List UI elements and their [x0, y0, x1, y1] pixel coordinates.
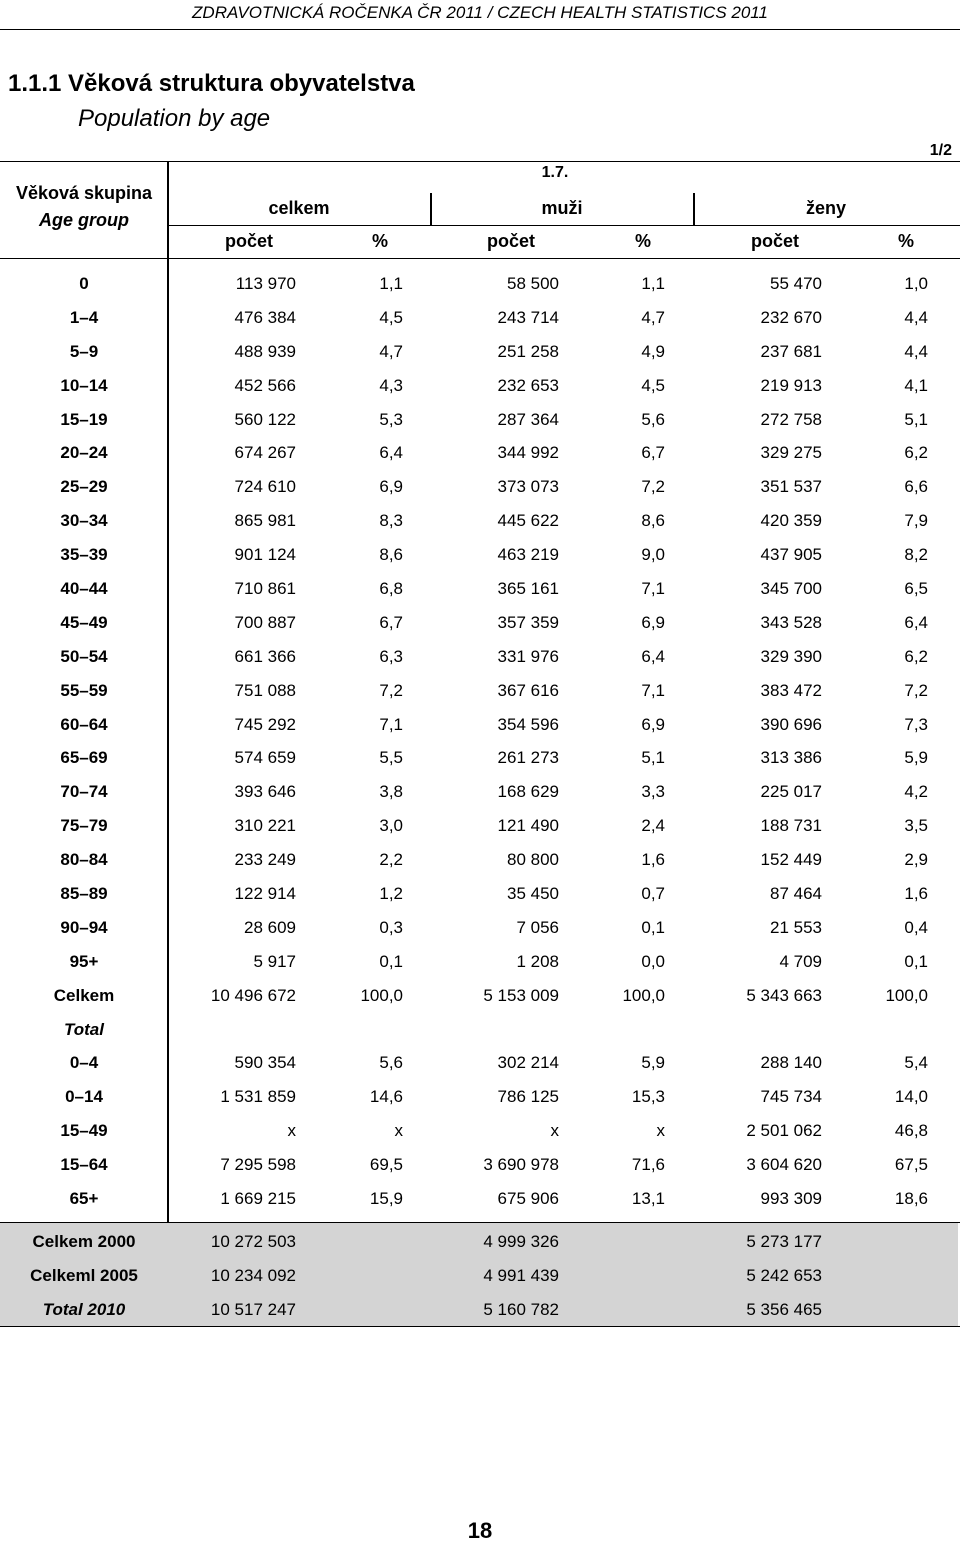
- percent-cell: 0,4: [904, 917, 928, 937]
- totals-count-cell: 4 999 326: [483, 1232, 559, 1251]
- age-group-label: 35–39: [60, 545, 108, 565]
- percent-cell: 6,7: [641, 443, 665, 463]
- percent-cell: 5,9: [904, 748, 928, 768]
- percent-cell: 2,9: [904, 850, 928, 870]
- count-cell: 168 629: [497, 782, 559, 802]
- percent-cell: 100,0: [885, 985, 928, 1005]
- count-cell: 233 249: [234, 850, 296, 870]
- table-row: [0, 1114, 960, 1148]
- header-rule: [0, 29, 960, 30]
- age-group-label: 95+: [69, 951, 99, 971]
- totals-count-cell: 4 991 439: [483, 1266, 559, 1285]
- count-cell: 745 734: [760, 1087, 822, 1107]
- table-row: [0, 267, 960, 301]
- percent-cell: 69,5: [369, 1155, 403, 1175]
- count-cell: 152 449: [760, 850, 822, 870]
- percent-cell: 5,1: [904, 409, 928, 429]
- percent-cell: 7,3: [904, 714, 928, 734]
- percent-cell: 0,1: [379, 951, 403, 971]
- count-cell: 383 472: [760, 680, 822, 700]
- percent-cell: 6,4: [904, 612, 928, 632]
- table-row: [0, 708, 960, 742]
- count-cell: 488 939: [234, 341, 296, 361]
- percent-cell: 9,0: [641, 545, 665, 565]
- age-group-label: 75–79: [60, 816, 108, 836]
- subheader-count: počet: [224, 231, 273, 251]
- age-group-label: 25–29: [60, 477, 108, 497]
- count-cell: 354 596: [497, 714, 559, 734]
- percent-cell: 0,3: [379, 917, 403, 937]
- table-row: [0, 1182, 960, 1216]
- count-cell: 1 208: [516, 951, 559, 971]
- percent-cell: 7,2: [641, 477, 665, 497]
- totals-count-cell: 5 273 177: [746, 1232, 822, 1251]
- count-cell: 237 681: [760, 341, 822, 361]
- percent-cell: 2,4: [641, 816, 665, 836]
- table-row: [0, 1080, 960, 1114]
- percent-cell: 15,3: [631, 1087, 665, 1107]
- percent-cell: 0,0: [641, 951, 665, 971]
- age-group-label: 0: [79, 274, 89, 293]
- percent-cell: 6,7: [379, 612, 403, 632]
- count-cell: 3 604 620: [746, 1155, 822, 1175]
- subheader-count: počet: [486, 231, 535, 251]
- totals-label: Total 2010: [42, 1300, 126, 1319]
- table-row: [0, 911, 960, 945]
- percent-cell: 6,4: [379, 443, 403, 463]
- table-row: [0, 843, 960, 877]
- count-cell: 7 295 598: [220, 1155, 296, 1175]
- percent-cell: 6,2: [904, 443, 928, 463]
- count-cell: 5 917: [253, 951, 296, 971]
- group-header-women: ženy: [805, 198, 847, 218]
- subheader-percent: %: [634, 231, 651, 251]
- age-group-label: 45–49: [60, 612, 108, 632]
- count-cell: 574 659: [234, 748, 296, 768]
- table-subtitle: Population by age: [78, 105, 271, 132]
- totals-label: Celkem 2000: [32, 1232, 136, 1251]
- percent-cell: 1,6: [904, 884, 928, 904]
- count-cell: 313 386: [760, 748, 822, 768]
- count-cell: 751 088: [234, 680, 296, 700]
- percent-cell: 6,2: [904, 646, 928, 666]
- percent-cell: 5,3: [379, 409, 403, 429]
- percent-cell: 5,6: [641, 409, 665, 429]
- percent-cell: 13,1: [631, 1189, 665, 1209]
- age-group-header-cs: Věková skupina: [15, 183, 153, 203]
- age-group-header-en: Age group: [39, 210, 129, 230]
- percent-cell: 4,2: [904, 782, 928, 802]
- count-cell: 357 359: [497, 612, 559, 632]
- count-cell: 302 214: [497, 1053, 559, 1073]
- percent-cell: 6,5: [904, 579, 928, 599]
- count-cell: 373 073: [497, 477, 559, 497]
- group-header-total: celkem: [268, 198, 330, 218]
- totals-count-cell: 10 234 092: [210, 1266, 296, 1285]
- percent-cell: 100,0: [622, 985, 665, 1005]
- count-cell: 232 653: [497, 375, 559, 395]
- percent-cell: 14,6: [369, 1087, 403, 1107]
- percent-cell: 18,6: [894, 1189, 928, 1209]
- age-group-label: 15–49: [60, 1121, 108, 1141]
- percent-cell: 3,5: [904, 816, 928, 836]
- percent-cell: 4,9: [641, 341, 665, 361]
- count-cell: 590 354: [234, 1053, 296, 1073]
- table-body: [0, 267, 960, 1216]
- percent-cell: 0,7: [641, 884, 665, 904]
- count-cell: 232 670: [760, 307, 822, 327]
- count-cell: 188 731: [760, 816, 822, 836]
- percent-cell: 4,5: [641, 375, 665, 395]
- age-group-label: 30–34: [60, 511, 108, 531]
- totals-row: [0, 1259, 960, 1293]
- percent-cell: 6,6: [904, 477, 928, 497]
- percent-cell: 46,8: [894, 1121, 928, 1141]
- count-cell: 343 528: [760, 612, 822, 632]
- count-cell: 661 366: [234, 646, 296, 666]
- header-bottom-rule: [0, 258, 960, 259]
- table-row: [0, 606, 960, 640]
- totals-count-cell: 5 356 465: [746, 1300, 822, 1319]
- count-cell: 452 566: [234, 375, 296, 395]
- count-cell: 122 914: [234, 884, 296, 904]
- table-title: 1.1.1 Věková struktura obyvatelstva: [8, 70, 415, 97]
- count-cell: 87 464: [770, 884, 822, 904]
- table-row: [0, 979, 960, 1013]
- percent-cell: 2,2: [379, 850, 403, 870]
- group-header-men: muži: [541, 198, 583, 218]
- sheet-indicator: 1/2: [929, 142, 952, 159]
- percent-cell: 6,9: [641, 714, 665, 734]
- age-group-label: 70–74: [60, 782, 108, 802]
- count-cell: 351 537: [760, 477, 822, 497]
- age-group-label: 55–59: [60, 680, 108, 700]
- count-cell: 310 221: [234, 816, 296, 836]
- age-group-label: 60–64: [60, 714, 108, 734]
- totals-count-cell: 5 242 653: [746, 1266, 822, 1285]
- table-row: [0, 538, 960, 572]
- count-cell: 674 267: [234, 443, 296, 463]
- count-cell: 1 669 215: [220, 1189, 296, 1209]
- percent-cell: 3,8: [379, 782, 403, 802]
- percent-cell: 7,1: [379, 714, 403, 734]
- age-group-label: 0–4: [69, 1053, 99, 1073]
- percent-cell: 14,0: [894, 1087, 928, 1107]
- count-cell: x: [287, 1121, 296, 1141]
- table-row: [0, 1148, 960, 1182]
- count-cell: x: [550, 1121, 559, 1141]
- percent-cell: 5,9: [641, 1053, 665, 1073]
- percent-cell: 4,7: [379, 341, 403, 361]
- percent-cell: 6,4: [641, 646, 665, 666]
- age-group-label: 80–84: [60, 850, 108, 870]
- running-head: ZDRAVOTNICKÁ ROČENKA ČR 2011 / CZECH HEALTH STATISTICS 2011: [192, 3, 768, 22]
- count-cell: 4 709: [779, 951, 822, 971]
- percent-cell: 67,5: [894, 1155, 928, 1175]
- percent-cell: 71,6: [631, 1155, 665, 1175]
- percent-cell: 5,5: [379, 748, 403, 768]
- count-cell: 437 905: [760, 545, 822, 565]
- age-group-label: 85–89: [60, 884, 108, 904]
- totals-count-cell: 5 160 782: [483, 1300, 559, 1319]
- count-cell: 55 470: [770, 274, 822, 293]
- percent-cell: 4,1: [904, 375, 928, 395]
- age-group-label: 15–19: [60, 409, 108, 429]
- count-cell: 390 696: [760, 714, 822, 734]
- percent-cell: 6,8: [379, 579, 403, 599]
- page-number: 18: [467, 1518, 493, 1543]
- count-cell: 287 364: [497, 409, 559, 429]
- count-cell: 121 490: [497, 816, 559, 836]
- age-group-label: Celkem: [53, 985, 115, 1005]
- table-row: [0, 436, 960, 470]
- percent-cell: 7,2: [379, 680, 403, 700]
- count-cell: 420 359: [760, 511, 822, 531]
- percent-cell: 1,6: [641, 850, 665, 870]
- subheader-percent: %: [371, 231, 388, 251]
- table-row: [0, 1013, 960, 1047]
- table-top-rule: [0, 161, 960, 162]
- table-row: [0, 877, 960, 911]
- percent-cell: 15,9: [369, 1189, 403, 1209]
- table-row: [0, 775, 960, 809]
- count-cell: 35 450: [507, 884, 559, 904]
- table-row: [0, 945, 960, 979]
- totals-label: Celkeml 2005: [30, 1266, 138, 1285]
- table-row: [0, 301, 960, 335]
- count-cell: 21 553: [770, 917, 822, 937]
- count-cell: 261 273: [497, 748, 559, 768]
- percent-cell: 8,2: [904, 545, 928, 565]
- percent-cell: 4,4: [904, 307, 928, 327]
- count-cell: 745 292: [234, 714, 296, 734]
- percent-cell: 0,1: [641, 917, 665, 937]
- table-row: [0, 1046, 960, 1080]
- percent-cell: 6,3: [379, 646, 403, 666]
- table-row: [0, 403, 960, 437]
- subheader-percent: %: [897, 231, 914, 251]
- count-cell: 710 861: [234, 579, 296, 599]
- percent-cell: x: [656, 1121, 665, 1141]
- count-cell: 243 714: [497, 307, 559, 327]
- totals-top-rule: [0, 1222, 960, 1223]
- percent-cell: 100,0: [360, 985, 403, 1005]
- percent-cell: 4,3: [379, 375, 403, 395]
- count-cell: 10 496 672: [210, 985, 296, 1005]
- age-group-label: 90–94: [60, 917, 108, 937]
- age-group-label: 15–64: [60, 1155, 108, 1175]
- count-cell: 365 161: [497, 579, 559, 599]
- table-row: [0, 809, 960, 843]
- table-row: [0, 741, 960, 775]
- percent-cell: 1,1: [641, 274, 665, 293]
- age-group-label: 1–4: [69, 307, 99, 327]
- count-cell: 272 758: [760, 409, 822, 429]
- subheader-count: počet: [750, 231, 799, 251]
- percent-cell: 1,2: [379, 884, 403, 904]
- age-group-label: Total: [64, 1019, 104, 1039]
- age-group-label: 40–44: [60, 579, 108, 599]
- table-row: [0, 504, 960, 538]
- percent-cell: 4,4: [904, 341, 928, 361]
- count-cell: 288 140: [760, 1053, 822, 1073]
- table-row: [0, 369, 960, 403]
- totals-count-cell: 10 272 503: [210, 1232, 296, 1251]
- count-cell: 865 981: [234, 511, 296, 531]
- count-cell: 393 646: [234, 782, 296, 802]
- count-cell: 3 690 978: [483, 1155, 559, 1175]
- column-divider: [693, 193, 695, 225]
- group-header-rule: [168, 225, 960, 226]
- percent-cell: 1,1: [379, 274, 403, 293]
- count-cell: 1 531 859: [220, 1087, 296, 1107]
- count-cell: 700 887: [234, 612, 296, 632]
- count-cell: 476 384: [234, 307, 296, 327]
- count-cell: 367 616: [497, 680, 559, 700]
- count-cell: 251 258: [497, 341, 559, 361]
- count-cell: 901 124: [234, 545, 296, 565]
- table-row: [0, 572, 960, 606]
- count-cell: 5 343 663: [746, 985, 822, 1005]
- percent-cell: 7,1: [641, 680, 665, 700]
- percent-cell: 5,6: [379, 1053, 403, 1073]
- count-cell: 445 622: [497, 511, 559, 531]
- percent-cell: 7,1: [641, 579, 665, 599]
- percent-cell: 0,1: [904, 951, 928, 971]
- age-group-label: 5–9: [69, 341, 99, 361]
- count-cell: 329 275: [760, 443, 822, 463]
- count-cell: 219 913: [760, 375, 822, 395]
- percent-cell: 6,9: [641, 612, 665, 632]
- age-group-label: 10–14: [60, 375, 108, 395]
- age-group-label: 65–69: [60, 748, 108, 768]
- count-cell: 58 500: [507, 274, 559, 293]
- percent-cell: 8,3: [379, 511, 403, 531]
- percent-cell: 8,6: [641, 511, 665, 531]
- count-cell: 675 906: [497, 1189, 559, 1209]
- count-cell: 786 125: [497, 1087, 559, 1107]
- percent-cell: 4,7: [641, 307, 665, 327]
- percent-cell: 7,9: [904, 511, 928, 531]
- totals-row: [0, 1293, 960, 1327]
- count-cell: 463 219: [497, 545, 559, 565]
- column-divider: [430, 193, 432, 225]
- count-cell: 560 122: [234, 409, 296, 429]
- age-group-label: 20–24: [60, 443, 108, 463]
- count-cell: 225 017: [760, 782, 822, 802]
- percent-cell: 8,6: [379, 545, 403, 565]
- count-cell: 329 390: [760, 646, 822, 666]
- table-row: [0, 335, 960, 369]
- table-row: [0, 640, 960, 674]
- count-cell: 2 501 062: [746, 1121, 822, 1141]
- count-cell: 5 153 009: [483, 985, 559, 1005]
- percent-cell: 1,0: [904, 274, 928, 293]
- table-row: [0, 674, 960, 708]
- totals-count-cell: 10 517 247: [210, 1300, 296, 1319]
- section-marker: 1.7.: [541, 164, 569, 181]
- totals-row: [0, 1225, 960, 1259]
- count-cell: 28 609: [244, 917, 296, 937]
- count-cell: 113 970: [235, 274, 296, 293]
- percent-cell: 5,1: [641, 748, 665, 768]
- count-cell: 344 992: [497, 443, 559, 463]
- count-cell: 80 800: [507, 850, 559, 870]
- age-group-label: 0–14: [65, 1087, 103, 1107]
- age-group-label: 65+: [69, 1189, 99, 1209]
- count-cell: 7 056: [516, 917, 559, 937]
- age-group-label: 50–54: [60, 646, 108, 666]
- table-row: [0, 470, 960, 504]
- count-cell: 345 700: [760, 579, 822, 599]
- percent-cell: 5,4: [904, 1053, 928, 1073]
- percent-cell: 6,9: [379, 477, 403, 497]
- percent-cell: 4,5: [379, 307, 403, 327]
- count-cell: 993 309: [760, 1189, 822, 1209]
- count-cell: 724 610: [234, 477, 296, 497]
- percent-cell: 7,2: [904, 680, 928, 700]
- percent-cell: 3,3: [641, 782, 665, 802]
- percent-cell: x: [394, 1121, 403, 1141]
- percent-cell: 3,0: [379, 816, 403, 836]
- count-cell: 331 976: [497, 646, 559, 666]
